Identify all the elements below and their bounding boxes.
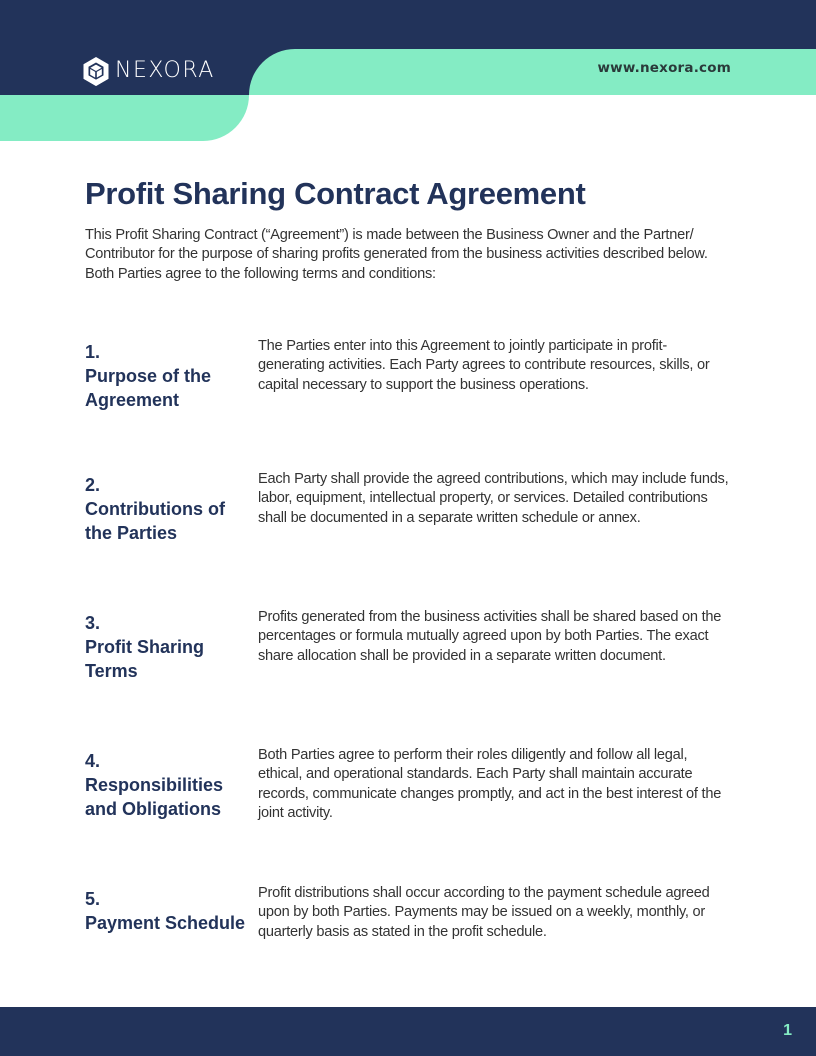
page-number: 1 (783, 1022, 792, 1039)
section-heading (85, 611, 250, 683)
brand-logo (82, 55, 215, 87)
header-accent-left (0, 95, 249, 141)
section-title: Purpose of the Agreement (85, 366, 212, 410)
section-body: Both Parties agree to perform their roles diligently and follow all legal, ethical, and operational standards. Each Party shall maintain accurate records, communicate changes promptly, and act in the best interest of the joint activity. (258, 747, 722, 821)
brand-name: NEXORA (115, 58, 215, 83)
footer-band (0, 1007, 816, 1056)
section-heading (85, 749, 250, 821)
intro-paragraph: This Profit Sharing Contract (“Agreement”) is made between the Business Owner and the Partner/ Contributor for the purpose of sharing profits generated from the business activities described below. Both Parties agree to the following terms and conditions: (85, 227, 708, 282)
section-title: Responsibilities and Obligations (85, 775, 224, 819)
website-link[interactable]: www.nexora.com (597, 60, 731, 76)
section-heading (85, 887, 250, 935)
section-body: Profit distributions shall occur according to the payment schedule agreed upon by both Parties. Payments may be issued on a weekly, monthly, or quarterly basis as stated in the profit schedule. (258, 885, 710, 940)
section-number: 5. (85, 889, 101, 909)
section-number: 1. (85, 342, 101, 362)
page-title: Profit Sharing Contract Agreement (85, 176, 586, 211)
section-number: 4. (85, 751, 101, 771)
section-body: Profits generated from the business activities shall be shared based on the percentages or formula mutually agreed upon by both Parties. The exact share allocation shall be provided in a separate written document. (258, 609, 722, 664)
section-number: 3. (85, 613, 101, 633)
hexagon-cube-icon (82, 56, 110, 87)
section-title: Profit Sharing Terms (85, 637, 205, 681)
section-title: Payment Schedule (85, 913, 246, 933)
section-heading (85, 340, 250, 412)
section-title: Contributions of the Parties (85, 499, 225, 543)
section-number: 2. (85, 475, 101, 495)
section-body: Each Party shall provide the agreed contributions, which may include funds, labor, equipment, intellectual property, or services. Detailed contributions shall be documented in a separate written schedule or annex. (258, 471, 729, 526)
section-body: The Parties enter into this Agreement to jointly participate in profit-generating activities. Each Party agrees to contribute resources, skills, or capital necessary to support the business operations. (258, 338, 710, 393)
section-heading (85, 473, 250, 545)
